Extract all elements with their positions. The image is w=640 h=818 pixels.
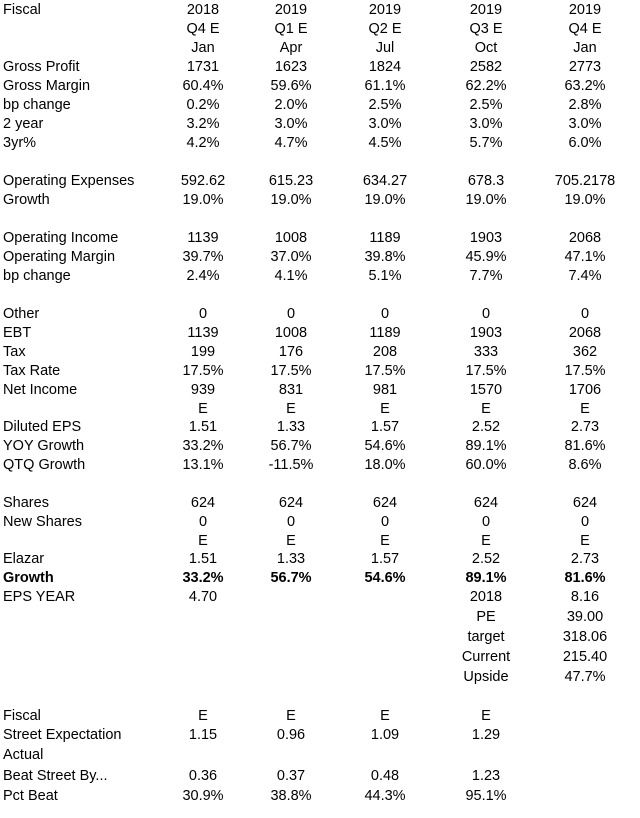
table-cell: 0 [380,514,390,530]
table-cell: 1139 [187,230,219,246]
table-cell: 2019 [368,2,402,18]
table-cell: 981 [372,382,398,398]
table-cell: 1.57 [370,419,400,435]
table-cell: 3.0% [368,116,402,132]
table-cell: 4.2% [186,135,220,151]
table-cell: 1139 [187,325,219,341]
table-cell: 1824 [368,59,402,75]
row-label: Other [3,306,40,322]
table-cell: 0.2% [186,97,220,113]
table-cell: E [380,401,390,417]
table-cell: 0 [481,514,491,530]
table-row [0,58,640,77]
table-row [0,134,640,153]
table-row [0,96,640,115]
table-cell: 1623 [274,59,308,75]
table-cell: E [380,533,390,549]
table-cell: 2.4% [186,268,220,284]
table-cell: E [380,708,390,724]
table-cell: 4.5% [368,135,402,151]
table-cell: 33.2% [182,438,224,454]
table-cell: 2.5% [469,97,503,113]
row-label: Fiscal [3,2,41,18]
table-cell: 56.7% [270,438,312,454]
row-label: Street Expectation [3,727,122,743]
table-cell: 1.33 [276,551,306,567]
table-cell [163,648,243,667]
table-cell: 37.0% [270,249,312,265]
table-cell: 6.0% [568,135,602,151]
row-label: Growth [3,570,54,586]
table-cell [545,707,625,726]
table-cell: 7.7% [469,268,503,284]
table-cell: Apr [279,40,303,56]
table-cell: Current [461,649,511,665]
table-cell: 624 [572,495,598,511]
table-cell: 705.2178 [554,173,616,189]
table-row [0,787,640,806]
row-label: Operating Expenses [3,173,135,189]
table-cell: Jan [573,40,597,56]
table-row [0,648,640,667]
table-cell: 56.7% [270,570,312,586]
row-label: Net Income [3,382,78,398]
table-cell: 47.1% [564,249,606,265]
table-cell: 17.5% [364,363,406,379]
table-cell: 678.3 [467,173,505,189]
table-cell: 63.2% [564,78,606,94]
table-row [0,381,640,400]
row-label: 3yr% [3,135,37,151]
table-cell: 95.1% [465,788,507,804]
table-row [0,362,640,381]
table-row [0,77,640,96]
table-row [0,20,640,39]
table-cell: 2019 [274,2,308,18]
table-cell: 2582 [469,59,503,75]
table-row [0,767,640,786]
table-cell: 30.9% [182,788,224,804]
table-cell: E [580,533,590,549]
table-cell: 615.23 [268,173,314,189]
table-row [0,39,640,58]
table-cell: Q3 E [469,21,503,37]
table-cell: 2019 [469,2,503,18]
table-cell: 592.62 [180,173,226,189]
table-cell: Oct [474,40,498,56]
table-cell: 333 [473,344,499,360]
table-cell: 89.1% [465,438,507,454]
table-cell: 61.1% [364,78,406,94]
table-cell: target [467,629,505,645]
table-cell: 2.0% [274,97,308,113]
table-cell: 624 [372,495,398,511]
table-row [0,707,640,726]
row-label: Elazar [3,551,45,567]
table-row [0,569,640,588]
table-cell: 1189 [369,325,401,341]
table-row [0,726,640,745]
table-row [0,267,640,286]
table-cell: 2.73 [570,419,600,435]
row-label: Beat Street By... [3,768,108,784]
table-cell: 0 [286,306,296,322]
row-label: 2 year [3,116,44,132]
table-cell: 60.4% [182,78,224,94]
table-cell: 54.6% [364,570,406,586]
table-cell: 1570 [469,382,503,398]
table-cell [345,648,425,667]
table-cell: 362 [572,344,598,360]
table-cell: 45.9% [465,249,507,265]
table-cell: -11.5% [268,457,314,473]
table-cell: Q4 E [186,21,220,37]
table-cell: E [481,533,491,549]
table-cell: Q2 E [368,21,402,37]
table-cell [251,746,331,765]
table-cell [251,648,331,667]
table-row [0,172,640,191]
table-row [0,532,640,551]
table-row [0,588,640,607]
table-cell: 3.0% [469,116,503,132]
row-label: Gross Margin [3,78,91,94]
table-cell: 39.00 [566,609,604,625]
table-cell: 2773 [568,59,602,75]
table-cell [545,767,625,786]
table-cell: 44.3% [364,788,406,804]
row-label: EBT [3,325,32,341]
table-cell [545,787,625,806]
table-cell: Q4 E [568,21,602,37]
table-cell [545,726,625,745]
row-label: Actual [3,747,44,763]
row-label: Fiscal [3,708,41,724]
table-cell: 5.1% [368,268,402,284]
table-cell: 1903 [469,325,503,341]
table-row [0,400,640,419]
table-cell: 59.6% [270,78,312,94]
row-label: Operating Income [3,230,119,246]
table-cell: 3.0% [274,116,308,132]
table-cell: 1.33 [276,419,306,435]
table-cell: 1.23 [471,768,501,784]
table-cell: 8.16 [570,589,600,605]
table-row [0,229,640,248]
table-cell: 0 [286,514,296,530]
table-cell: 17.5% [465,363,507,379]
table-row [0,746,640,765]
table-cell [251,588,331,607]
table-cell: 5.7% [469,135,503,151]
table-row [0,668,640,687]
table-cell: 47.7% [564,669,606,685]
table-cell: 1.51 [188,419,218,435]
table-cell: 0.96 [276,727,306,743]
table-cell: 3.0% [568,116,602,132]
table-cell: 19.0% [465,192,507,208]
table-cell [345,608,425,627]
table-row [0,305,640,324]
table-row [0,418,640,437]
table-cell: 215.40 [562,649,608,665]
table-cell [163,628,243,647]
table-cell: 38.8% [270,788,312,804]
table-cell: 39.7% [182,249,224,265]
row-label: Gross Profit [3,59,80,75]
table-cell: 2068 [568,325,602,341]
table-cell: 0 [198,514,208,530]
table-cell: 2.5% [368,97,402,113]
table-row [0,1,640,20]
table-cell [345,588,425,607]
table-cell: 2018 [469,589,503,605]
table-cell: 0.37 [276,768,306,784]
table-cell: 17.5% [182,363,224,379]
table-cell [163,668,243,687]
table-row [0,456,640,475]
table-cell: 0.48 [370,768,400,784]
table-cell: Jan [191,40,215,56]
table-cell: 7.4% [568,268,602,284]
table-cell: 0 [380,306,390,322]
table-cell: 0.36 [188,768,218,784]
table-cell: 81.6% [564,570,606,586]
row-label: Tax [3,344,26,360]
table-cell: 1706 [568,382,602,398]
table-cell: 62.2% [465,78,507,94]
row-label: Diluted EPS [3,419,82,435]
table-cell: E [198,401,208,417]
table-cell: 2.73 [570,551,600,567]
row-label: bp change [3,97,71,113]
table-cell: 89.1% [465,570,507,586]
table-cell: E [481,401,491,417]
table-cell: PE [476,609,496,625]
table-cell [345,668,425,687]
table-cell: 1.09 [370,727,400,743]
table-cell: 1903 [469,230,503,246]
table-cell: 1.57 [370,551,400,567]
table-cell: E [580,401,590,417]
table-cell: 318.06 [562,629,608,645]
row-label: EPS YEAR [3,589,76,605]
row-label: New Shares [3,514,82,530]
table-cell: 17.5% [564,363,606,379]
table-cell [251,608,331,627]
table-cell: 2.8% [568,97,602,113]
row-label: QTQ Growth [3,457,86,473]
table-cell: 1189 [369,230,401,246]
table-cell: 0 [580,514,590,530]
table-cell: 176 [278,344,304,360]
table-cell: 13.1% [182,457,224,473]
table-cell: 939 [190,382,216,398]
table-cell: E [286,533,296,549]
row-label: Tax Rate [3,363,61,379]
table-cell: 1008 [274,230,308,246]
table-cell: 1.29 [471,727,501,743]
table-cell: 39.8% [364,249,406,265]
table-cell [251,628,331,647]
table-row [0,343,640,362]
table-row [0,324,640,343]
table-row [0,513,640,532]
table-cell: 831 [278,382,304,398]
table-cell: 1008 [274,325,308,341]
table-row [0,550,640,569]
row-label: Pct Beat [3,788,58,804]
table-cell: 33.2% [182,570,224,586]
table-cell [345,628,425,647]
table-cell: 624 [473,495,499,511]
table-row [0,494,640,513]
table-cell: Q1 E [274,21,308,37]
table-cell: 19.0% [182,192,224,208]
table-cell: 2019 [568,2,602,18]
table-cell: 2068 [568,230,602,246]
table-cell: 0 [481,306,491,322]
row-label: Shares [3,495,49,511]
table-cell: Upside [463,669,509,685]
row-label: Growth [3,192,50,208]
table-cell: 81.6% [564,438,606,454]
table-cell: 0 [580,306,590,322]
table-cell: E [286,708,296,724]
table-cell: 1731 [186,59,220,75]
table-cell: E [198,708,208,724]
table-cell [345,746,425,765]
table-row [0,608,640,627]
table-cell: 4.7% [274,135,308,151]
table-cell: 4.1% [274,268,308,284]
table-cell: E [481,708,491,724]
table-cell [446,746,526,765]
table-row [0,115,640,134]
table-cell: 3.2% [186,116,220,132]
table-cell: 54.6% [364,438,406,454]
table-cell: 199 [190,344,216,360]
table-cell: 19.0% [270,192,312,208]
table-cell: 19.0% [364,192,406,208]
table-cell: 18.0% [364,457,406,473]
table-cell [545,746,625,765]
table-cell: 8.6% [568,457,602,473]
table-cell: 60.0% [465,457,507,473]
table-row [0,437,640,456]
table-cell: 4.70 [188,589,218,605]
table-cell: 1.51 [188,551,218,567]
table-cell: 2.52 [471,419,501,435]
table-cell: 208 [372,344,398,360]
table-row [0,248,640,267]
table-cell: 0 [198,306,208,322]
row-label: Operating Margin [3,249,116,265]
table-cell: 17.5% [270,363,312,379]
table-cell: 1.15 [188,727,218,743]
table-cell: Jul [375,40,395,56]
table-cell: 2.52 [471,551,501,567]
table-cell: 19.0% [564,192,606,208]
table-cell [251,668,331,687]
table-cell [163,608,243,627]
table-row [0,191,640,210]
table-cell: 624 [190,495,216,511]
table-cell: 624 [278,495,304,511]
table-row [0,628,640,647]
table-cell: 2018 [186,2,220,18]
table-cell [163,746,243,765]
row-label: YOY Growth [3,438,85,454]
row-label: bp change [3,268,71,284]
table-cell: 634.27 [362,173,408,189]
table-cell: E [286,401,296,417]
table-cell: E [198,533,208,549]
